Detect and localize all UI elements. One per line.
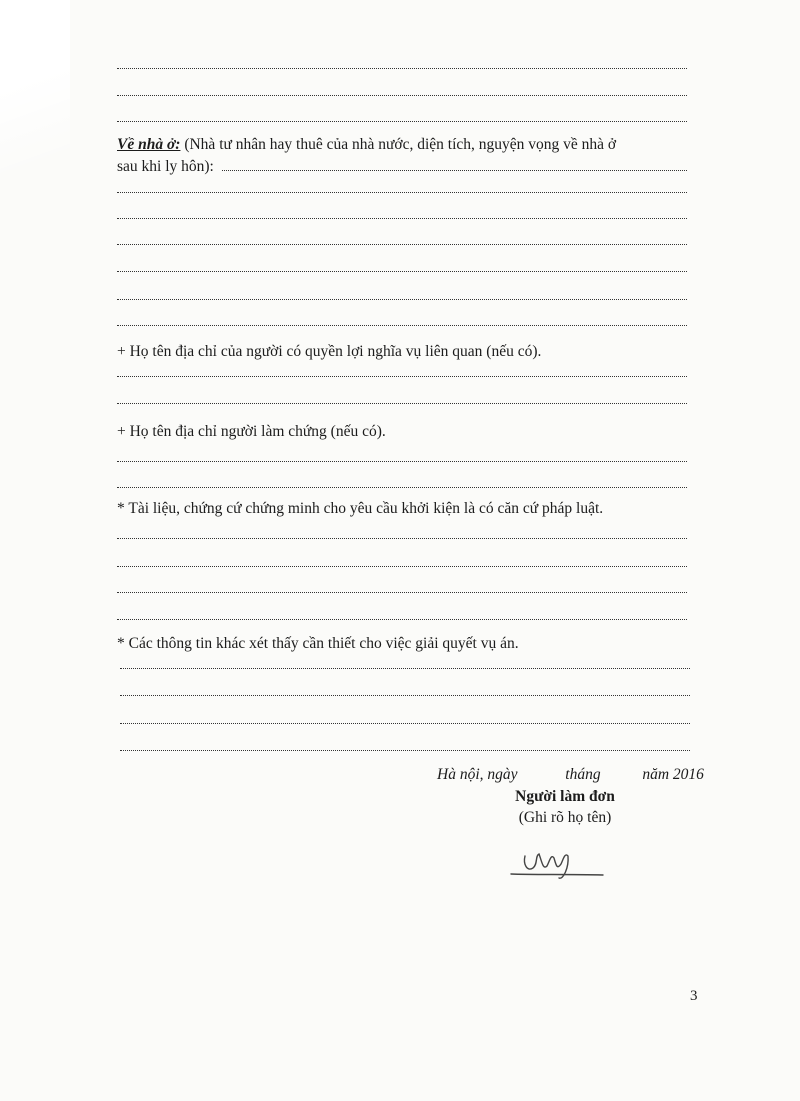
- fill-line: [117, 592, 687, 593]
- fill-line: [117, 271, 687, 272]
- housing-section-line2: [117, 157, 214, 177]
- fill-line: [117, 95, 687, 96]
- fill-line: [120, 723, 690, 724]
- fill-line: [117, 121, 687, 122]
- fill-line: [222, 170, 687, 171]
- housing-label: Về nhà ở:: [117, 136, 181, 153]
- fill-line: [120, 750, 690, 751]
- fill-line: [120, 668, 690, 669]
- date-year: năm 2016: [642, 766, 704, 783]
- fill-line: [117, 299, 687, 300]
- fill-line: [117, 566, 687, 567]
- fill-line: [117, 376, 687, 377]
- date-line: [437, 765, 704, 785]
- fill-line: [120, 695, 690, 696]
- fill-line: [117, 192, 687, 193]
- scan-edge: [0, 0, 70, 200]
- housing-description-cont: sau khi ly hôn):: [117, 158, 214, 175]
- housing-section-line1: [117, 135, 616, 155]
- fill-line: [117, 538, 687, 539]
- signer-block: [500, 786, 630, 828]
- date-place: Hà nội, ngày: [437, 766, 518, 783]
- handwritten-signature: [505, 838, 615, 883]
- housing-description: (Nhà tư nhân hay thuê của nhà nước, diện tích, nguyện vọng về nhà ở: [184, 136, 617, 153]
- fill-line: [117, 68, 687, 69]
- page-number: 3: [690, 988, 698, 1004]
- fill-line: [117, 403, 687, 404]
- fill-line: [117, 244, 687, 245]
- witness-text: + Họ tên địa chỉ người làm chứng (nếu có).: [117, 423, 386, 440]
- fill-line: [117, 325, 687, 326]
- other-info-text: * Các thông tin khác xét thấy cần thiết cho việc giải quyết vụ án.: [117, 635, 519, 652]
- signer-note: (Ghi rõ họ tên): [518, 809, 612, 826]
- date-month: tháng: [565, 766, 601, 783]
- fill-line: [117, 218, 687, 219]
- signer-title: Người làm đơn: [515, 788, 615, 805]
- fill-line: [117, 487, 687, 488]
- fill-line: [117, 619, 687, 620]
- evidence-text: * Tài liệu, chứng cứ chứng minh cho yêu cầu khởi kiện là có căn cứ pháp luật.: [117, 500, 604, 517]
- fill-line: [117, 461, 687, 462]
- related-party-text: + Họ tên địa chỉ của người có quyền lợi nghĩa vụ liên quan (nếu có).: [117, 343, 542, 360]
